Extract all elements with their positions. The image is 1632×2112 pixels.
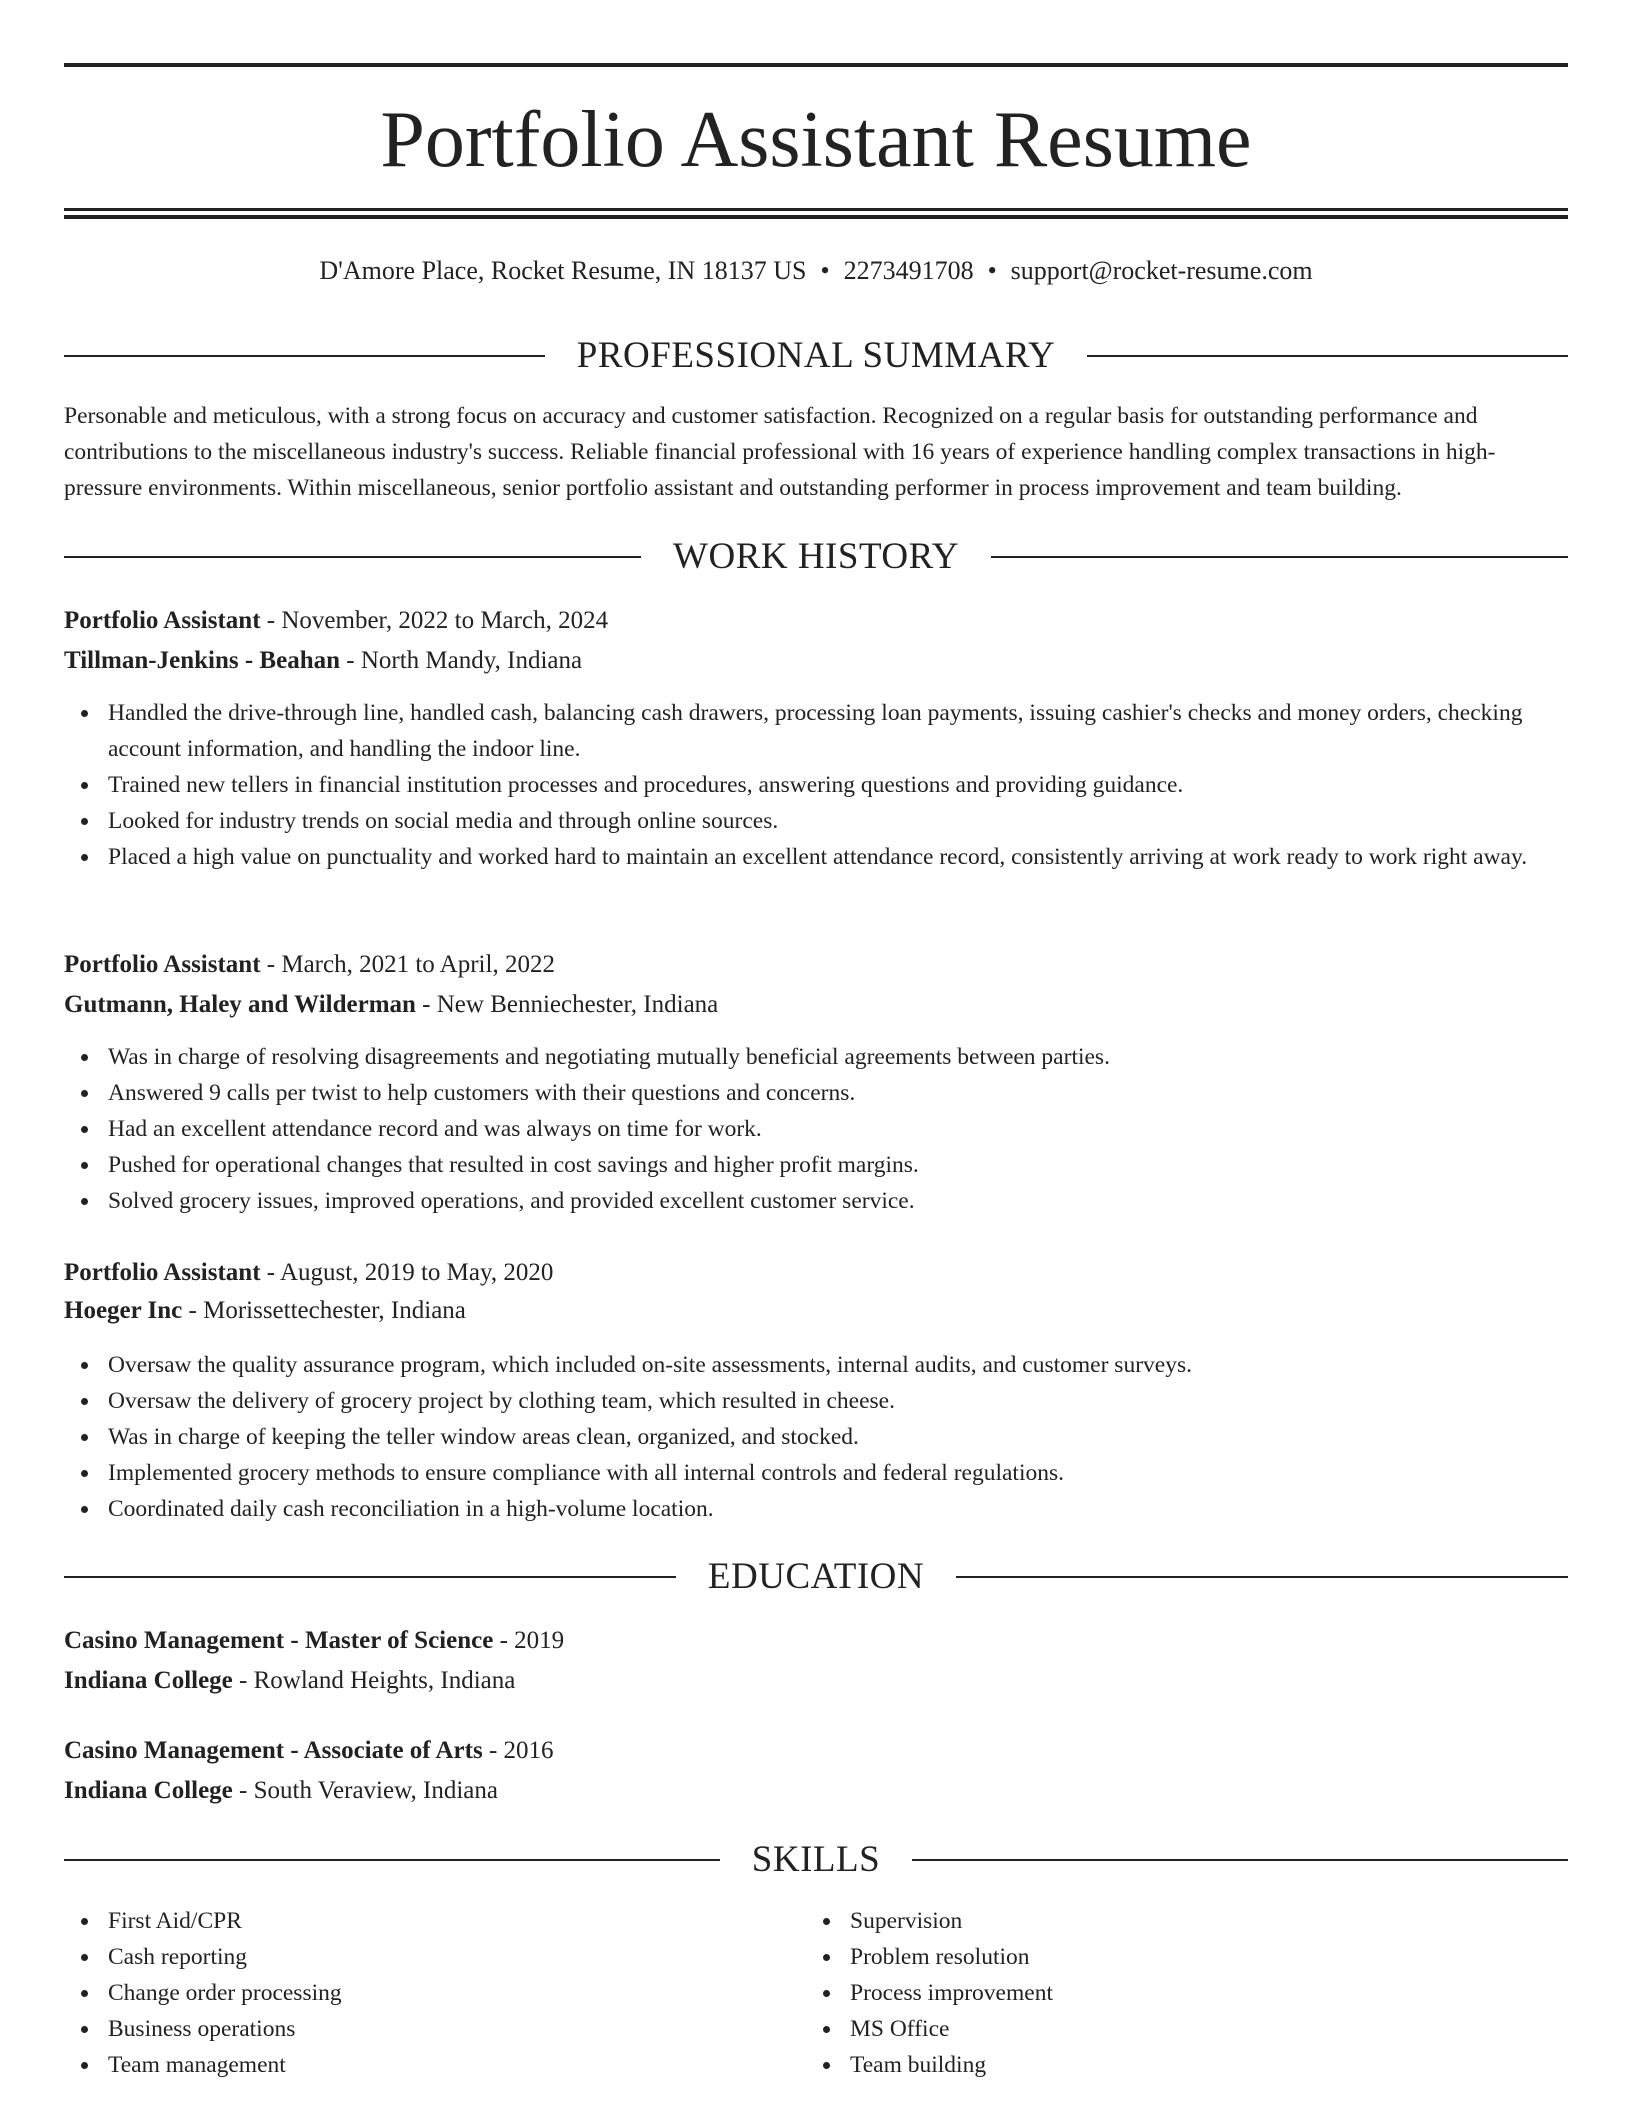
education-degree: Casino Management - Associate of Arts	[64, 1737, 483, 1764]
job-dates: - March, 2021 to April, 2022	[260, 951, 555, 978]
section-heading-work-history	[64, 535, 1568, 579]
job-title: Portfolio Assistant	[64, 951, 261, 978]
job-bullets	[64, 1039, 1568, 1219]
heading-rule	[956, 1576, 1568, 1578]
list-item: Oversaw the quality assurance program, which included on-site assessments, internal audits, and customer surveys.	[64, 1347, 1568, 1383]
list-item: Placed a high value on punctuality and worked hard to maintain an excellent attendance record, consistently arriving at work ready to work right away.	[64, 839, 1568, 875]
list-item: Was in charge of keeping the teller window areas clean, organized, and stocked.	[64, 1419, 1568, 1455]
list-item: Handled the drive-through line, handled cash, balancing cash drawers, processing loan payments, issuing cashier's checks and money orders, checking account information, and handling the indoor line.	[64, 695, 1568, 767]
skill-item: Problem resolution	[806, 1939, 1506, 1975]
education-degree-line	[64, 1623, 1568, 1659]
skill-item: MS Office	[806, 2011, 1506, 2047]
heading-rule	[64, 1576, 676, 1578]
education-year: - 2019	[493, 1627, 565, 1654]
job-location: - Morissettechester, Indiana	[182, 1297, 466, 1324]
contact-email: support@rocket-resume.com	[1010, 256, 1313, 285]
skills-list-left	[64, 1903, 764, 2083]
skill-item: Business operations	[64, 2011, 764, 2047]
section-heading-summary	[64, 334, 1568, 378]
section-heading-education	[64, 1555, 1568, 1599]
skill-item: Team building	[806, 2047, 1506, 2083]
list-item: Oversaw the delivery of grocery project by clothing team, which resulted in cheese.	[64, 1383, 1568, 1419]
education-school-line	[64, 1663, 1568, 1699]
top-rule	[64, 63, 1568, 67]
job-title: Portfolio Assistant	[64, 1259, 261, 1286]
education-school-line	[64, 1773, 1568, 1809]
skills-list-right	[806, 1903, 1506, 2083]
section-title: WORK HISTORY	[673, 536, 959, 577]
job-dates: - November, 2022 to March, 2024	[260, 607, 609, 634]
job-company: Tillman-Jenkins - Beahan	[64, 647, 341, 674]
list-item: Answered 9 calls per twist to help customers with their questions and concerns.	[64, 1075, 1568, 1111]
section-heading-skills	[64, 1838, 1568, 1882]
job-bullets	[64, 695, 1568, 875]
contact-line	[64, 254, 1568, 288]
job-title-line	[64, 603, 1568, 639]
heading-rule	[64, 556, 641, 558]
contact-separator: •	[987, 256, 997, 285]
resume-title: Portfolio Assistant Resume	[380, 96, 1252, 184]
job-company: Hoeger Inc	[64, 1297, 183, 1324]
job-bullets	[64, 1347, 1568, 1527]
education-degree: Casino Management - Master of Science	[64, 1627, 494, 1654]
education-school: Indiana College	[64, 1777, 233, 1804]
title-double-rule	[64, 208, 1568, 219]
education-location: - South Veraview, Indiana	[232, 1777, 498, 1804]
skill-item: Cash reporting	[64, 1939, 764, 1975]
job-title-line	[64, 1255, 1568, 1291]
skill-item: Change order processing	[64, 1975, 764, 2011]
heading-rule	[64, 1859, 720, 1861]
list-item: Trained new tellers in financial institution processes and procedures, answering questions and providing guidance.	[64, 767, 1568, 803]
heading-rule	[1087, 355, 1568, 357]
list-item: Coordinated daily cash reconciliation in a high-volume location.	[64, 1491, 1568, 1527]
list-item: Pushed for operational changes that resulted in cost savings and higher profit margins.	[64, 1147, 1568, 1183]
section-title: SKILLS	[751, 1839, 881, 1880]
job-title: Portfolio Assistant	[64, 607, 261, 634]
education-school: Indiana College	[64, 1667, 233, 1694]
education-year: - 2016	[482, 1737, 554, 1764]
job-location: - North Mandy, Indiana	[340, 647, 583, 674]
education-location: - Rowland Heights, Indiana	[232, 1667, 516, 1694]
section-title: EDUCATION	[707, 1556, 925, 1597]
list-item: Was in charge of resolving disagreements and negotiating mutually beneficial agreements between parties.	[64, 1039, 1568, 1075]
skill-item: First Aid/CPR	[64, 1903, 764, 1939]
contact-separator: •	[820, 256, 830, 285]
education-degree-line	[64, 1733, 1568, 1769]
job-title-line	[64, 947, 1568, 983]
list-item: Looked for industry trends on social media and through online sources.	[64, 803, 1568, 839]
list-item: Implemented grocery methods to ensure compliance with all internal controls and federal regulations.	[64, 1455, 1568, 1491]
list-item: Had an excellent attendance record and was always on time for work.	[64, 1111, 1568, 1147]
skill-item: Team management	[64, 2047, 764, 2083]
job-company-line	[64, 1293, 1568, 1329]
heading-rule	[64, 355, 545, 357]
heading-rule	[912, 1859, 1568, 1861]
skill-item: Process improvement	[806, 1975, 1506, 2011]
job-company-line	[64, 987, 1568, 1023]
heading-rule	[991, 556, 1568, 558]
job-company: Gutmann, Haley and Wilderman	[64, 991, 416, 1018]
job-company-line	[64, 643, 1568, 679]
summary-text: Personable and meticulous, with a strong focus on accuracy and customer satisfaction. Recognized on a regular basis for outstanding performance and contributions to the miscellaneous industry's success. Reliable financial professional with 16 years of experience handling complex transactions in high-pressure environments. Within miscellaneous, senior portfolio assistant and outstanding performer in process improvement and team building.	[64, 403, 1496, 501]
section-title: PROFESSIONAL SUMMARY	[576, 335, 1056, 376]
list-item: Solved grocery issues, improved operations, and provided excellent customer service.	[64, 1183, 1568, 1219]
job-dates: - August, 2019 to May, 2020	[260, 1259, 554, 1286]
job-location: - New Benniechester, Indiana	[415, 991, 719, 1018]
skill-item: Supervision	[806, 1903, 1506, 1939]
contact-address: D'Amore Place, Rocket Resume, IN 18137 US	[319, 256, 807, 285]
contact-phone: 2273491708	[843, 256, 974, 285]
